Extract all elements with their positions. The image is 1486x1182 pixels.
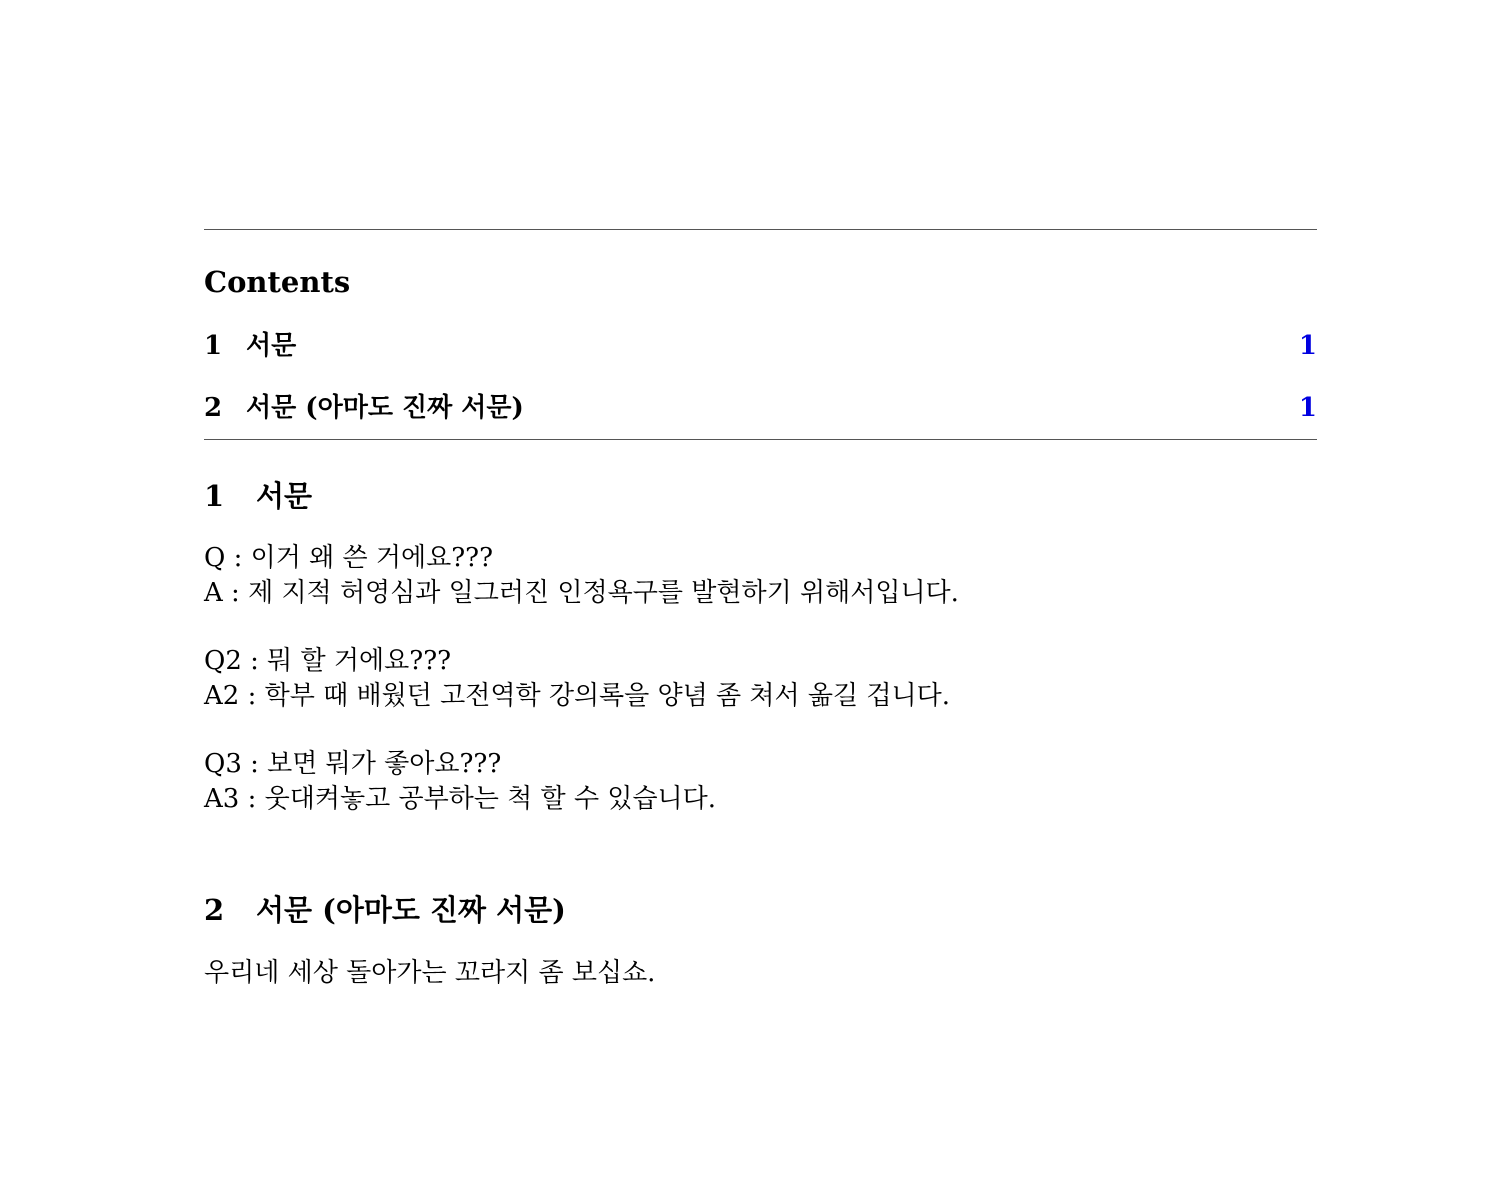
question-line: Q3 : 보면 뭐가 좋아요??? xyxy=(204,749,502,779)
toc-bottom-rule xyxy=(204,439,1317,440)
section-title: 서문 (아마도 진짜 서문) xyxy=(256,893,566,927)
toc-entry[interactable] xyxy=(204,388,1317,428)
toc-top-rule xyxy=(204,229,1317,230)
toc-entry-page-link[interactable]: 1 xyxy=(1298,393,1317,423)
answer-line: A : 제 지적 허영심과 일그러진 인정욕구를 발현하기 위해서입니다. xyxy=(204,578,959,608)
toc-entry-number: 2 xyxy=(204,393,223,423)
section-title: 서문 xyxy=(256,479,313,513)
toc-title: Contents xyxy=(204,265,351,299)
answer-line: A2 : 학부 때 배웠던 고전역학 강의록을 양념 좀 쳐서 옮길 겁니다. xyxy=(204,681,951,711)
question-line: Q : 이거 왜 쓴 거에요??? xyxy=(204,543,494,573)
toc-entry-title[interactable]: 서문 (아마도 진짜 서문) xyxy=(246,393,524,423)
toc-entry[interactable] xyxy=(204,326,1317,366)
toc-entry-title[interactable]: 서문 xyxy=(246,331,297,361)
body-paragraph: 우리네 세상 돌아가는 꼬라지 좀 보십쇼. xyxy=(204,958,656,988)
document-page xyxy=(204,0,1317,1182)
section-number: 2 xyxy=(204,893,225,927)
question-line: Q2 : 뭐 할 거에요??? xyxy=(204,646,452,676)
answer-line: A3 : 웃대켜놓고 공부하는 척 할 수 있습니다. xyxy=(204,784,717,814)
toc-entry-number: 1 xyxy=(204,331,223,361)
toc-entry-page-link[interactable]: 1 xyxy=(1298,331,1317,361)
section-number: 1 xyxy=(204,479,225,513)
